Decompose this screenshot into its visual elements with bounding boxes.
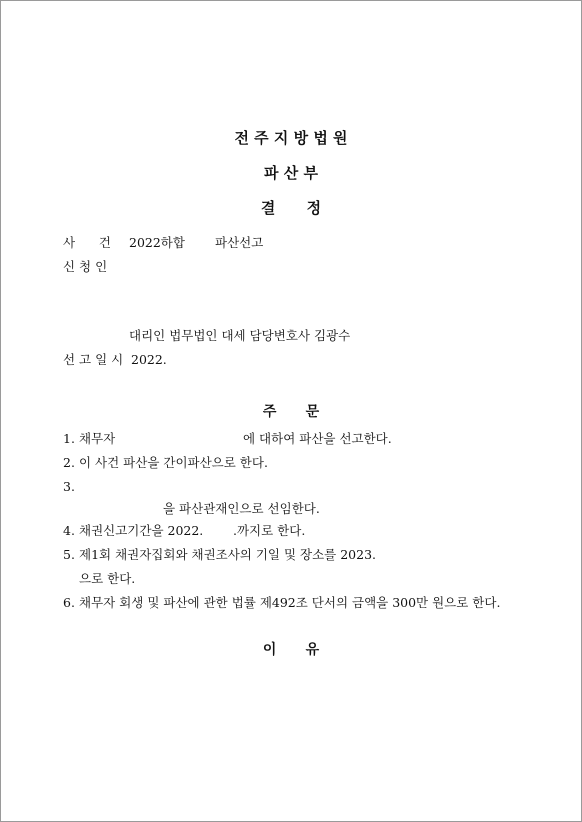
document-type: 결 정: [260, 199, 322, 217]
order-item-4-text: 채권신고기간을 2022.: [79, 523, 204, 538]
case-label: 사 건: [63, 235, 111, 250]
declaration-label: 선 고 일 시: [63, 352, 124, 367]
declaration-date: 2022.: [131, 352, 167, 367]
order-title: 주 문: [262, 404, 320, 420]
order-item-1-debtor: 채무자: [79, 431, 116, 446]
division-name: 파 산 부: [264, 164, 318, 182]
order-item-1-text: 에 대하여 파산을 선고한다.: [243, 431, 392, 446]
case-number: 2022하합: [129, 235, 185, 250]
court-name: 전 주 지 방 법 원: [234, 129, 348, 147]
order-item-number: 6.: [63, 595, 75, 610]
reason-title: 이 유: [262, 642, 320, 658]
order-item-number: 4.: [63, 523, 75, 538]
order-item-number: 3.: [63, 479, 75, 494]
order-item-4-end: .까지로 한다.: [233, 523, 306, 538]
applicant-label: 신 청 인: [63, 259, 108, 274]
order-item-6-text: 채무자 회생 및 파산에 관한 법률 제492조 단서의 금액을 300만 원으로 한다.: [79, 595, 501, 610]
order-item-number: 2.: [63, 455, 75, 470]
order-item-5-cont: 으로 한다.: [79, 571, 136, 586]
order-item-2-text: 이 사건 파산을 간이파산으로 한다.: [79, 455, 268, 470]
case-name: 파산선고: [215, 235, 264, 250]
representative: 대리인 법무법인 대세 담당변호사 김광수: [129, 328, 351, 343]
order-item-5-text: 제1회 채권자집회와 채권조사의 기일 및 장소를 2023.: [79, 547, 377, 562]
order-item-number: 1.: [63, 431, 75, 446]
order-item-3-text: 을 파산관재인으로 선임한다.: [163, 501, 320, 516]
order-item-number: 5.: [63, 547, 75, 562]
